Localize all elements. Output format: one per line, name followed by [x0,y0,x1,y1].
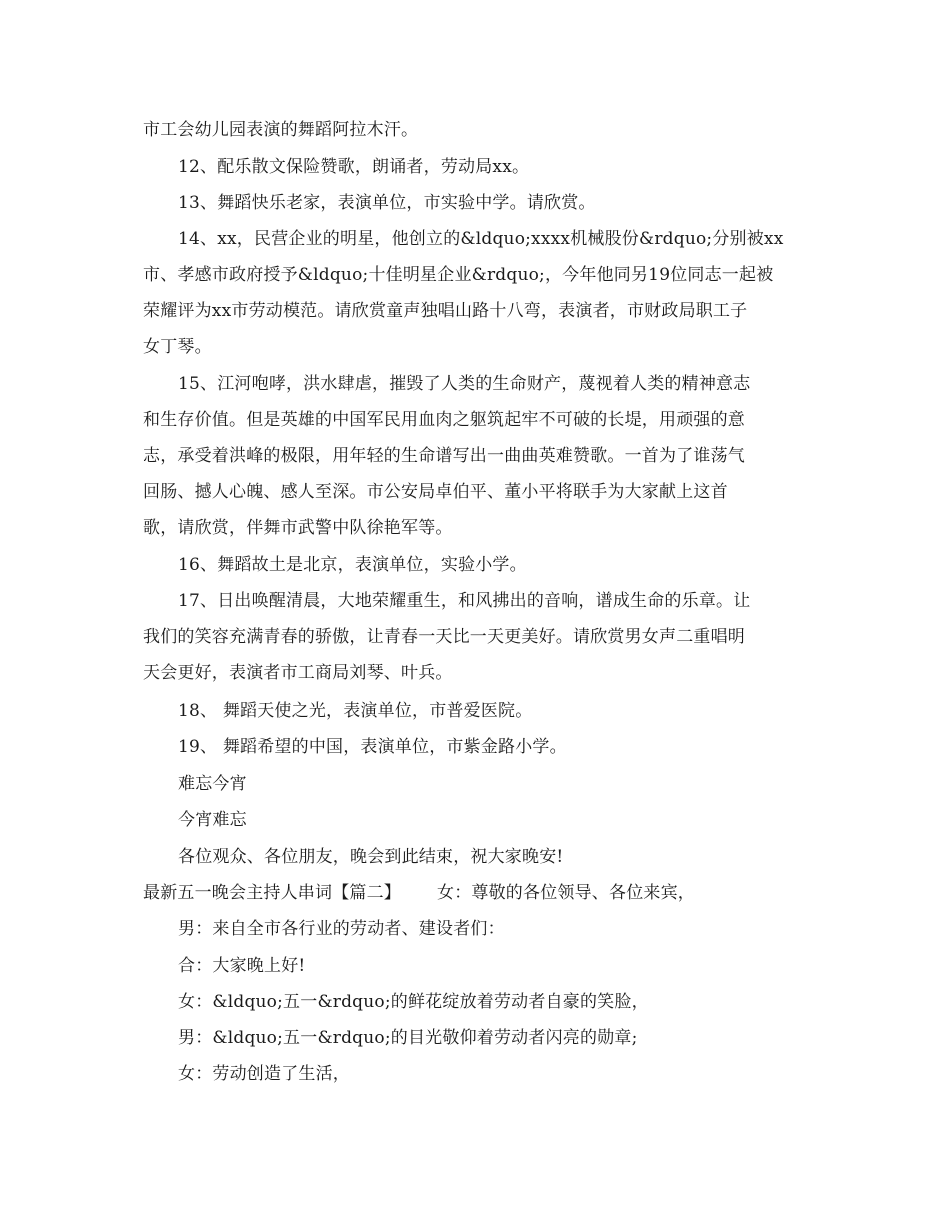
dialogue-line: 男：来自全市各行业的劳动者、建设者们： [178,919,505,939]
paragraph-line: 回肠、撼人心魄、感人至深。市公安局卓伯平、董小平将联手为大家献上这首 [143,482,728,502]
paragraph-line: 市、孝感市政府授予&ldquo;十佳明星企业&rdquo;，今年他同另19位同志一起被 [143,265,774,285]
paragraph-line: 今宵难忘 [178,810,247,830]
paragraph-line: 歌，请欣赏，伴舞市武警中队徐艳军等。 [143,518,453,538]
paragraph-line: 18、 舞蹈天使之光，表演单位，市普爱医院。 [178,701,533,721]
paragraph-line: 15、江河咆哮，洪水肆虐，摧毁了人类的生命财产，蔑视着人类的精神意志 [178,374,751,394]
paragraph-line: 女丁琴。 [143,337,212,357]
paragraph-line: 市工会幼儿园表演的舞蹈阿拉木汗。 [143,120,419,140]
paragraph-line: 难忘今宵 [178,774,247,794]
paragraph-line: 和生存价值。但是英雄的中国军民用血肉之躯筑起牢不可破的长堤，用顽强的意 [143,410,745,430]
paragraph-line: 13、舞蹈快乐老家，表演单位，市实验中学。请欣赏。 [178,193,596,213]
paragraph-line: 各位观众、各位朋友，晚会到此结束，祝大家晚安! [178,847,564,867]
paragraph-line: 荣耀评为xx市劳动模范。请欣赏童声独唱山路十八弯，表演者，市财政局职工子 [143,301,748,321]
section-heading-line [143,881,695,905]
paragraph-line: 14、xx，民营企业的明星，他创立的&ldquo;xxxx机械股份&rdquo;分别被xx [178,229,784,249]
paragraph-line: 志，承受着洪峰的极限，用年轻的生命谱写出一曲曲英难赞歌。一首为了谁荡气 [143,446,745,466]
dialogue-line: 女：&ldquo;五一&rdquo;的鲜花绽放着劳动者自豪的笑脸， [178,992,649,1012]
paragraph-line: 12、配乐散文保险赞歌，朗诵者，劳动局xx。 [178,157,530,177]
dialogue-line: 合：大家晚上好! [178,956,306,976]
section-heading-tail: 女：尊敬的各位领导、各位来宾， [437,883,695,903]
paragraph-line: 19、 舞蹈希望的中国，表演单位，市紫金路小学。 [178,737,567,757]
paragraph-line: 17、日出唤醒清晨，大地荣耀重生，和风拂出的音响，谱成生命的乐章。让 [178,591,751,611]
paragraph-line: 我们的笑容充满青春的骄傲，让青春一天比一天更美好。请欣赏男女声二重唱明 [143,627,745,647]
section-heading: 最新五一晚会主持人串词【篇二】 [143,883,401,903]
dialogue-line: 女：劳动创造了生活， [178,1064,350,1084]
paragraph-line: 16、舞蹈故土是北京，表演单位，实验小学。 [178,555,527,575]
dialogue-line: 男：&ldquo;五一&rdquo;的目光敬仰着劳动者闪亮的勋章; [178,1028,638,1048]
paragraph-line: 天会更好，表演者市工商局刘琴、叶兵。 [143,663,453,683]
